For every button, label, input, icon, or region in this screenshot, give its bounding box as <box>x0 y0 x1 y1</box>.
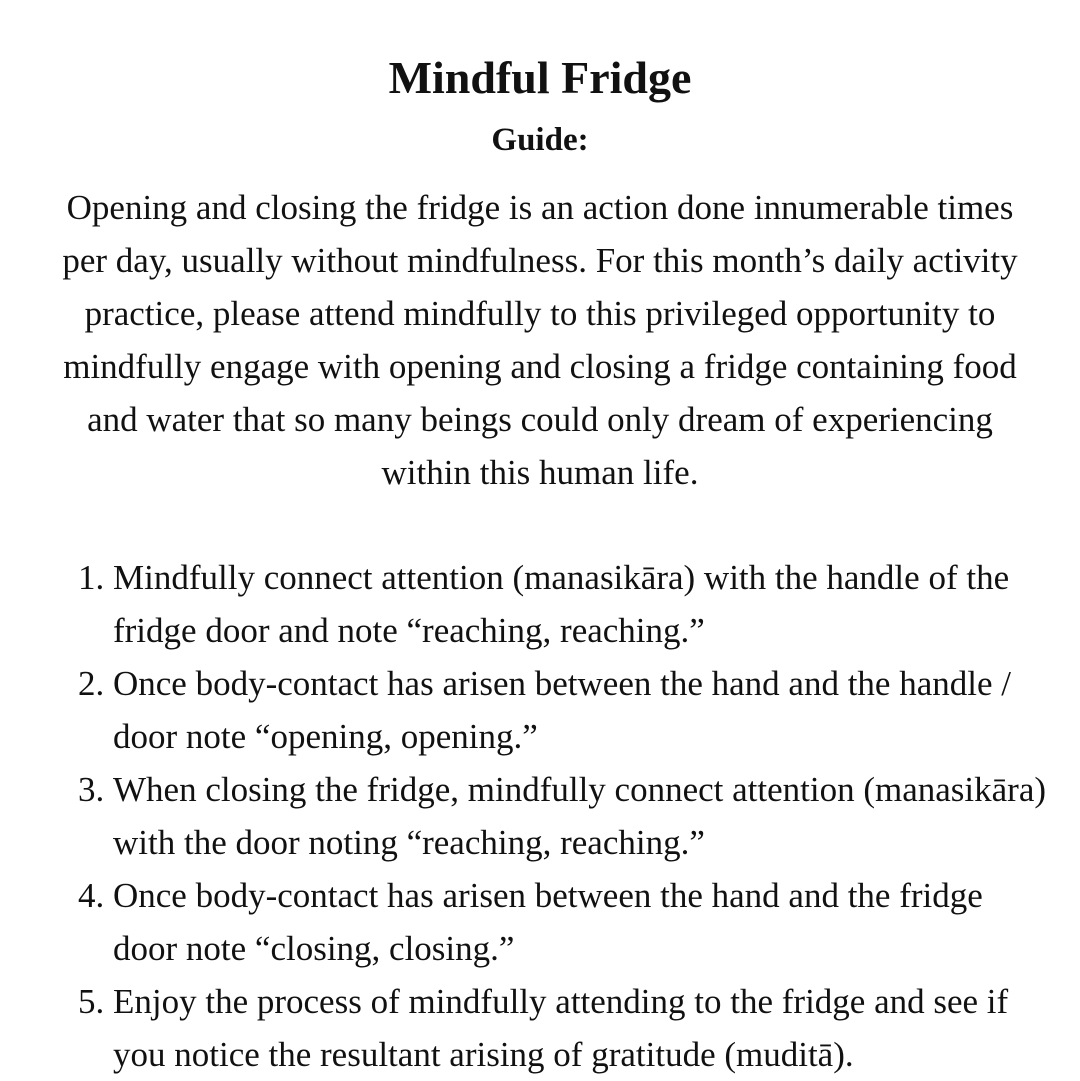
step-text: Enjoy the process of mindfully attending to the fridge and see if you notice the resultant arising of gratitude (muditā). <box>113 982 1009 1074</box>
intro-paragraph: Opening and closing the fridge is an action done innumerable times per day, usually without mindfulness. For this month’s daily activity practice, please attend mindfully to this privileged opportunity to mindfully engage with opening and closing a fridge containing food and water that so many beings could only dream of experiencing within this human life. <box>62 188 1018 492</box>
step-item-2 <box>0 657 1080 763</box>
step-item-5 <box>0 975 1080 1081</box>
page-title: Mindful Fridge <box>388 52 692 103</box>
step-item-1 <box>0 551 1080 657</box>
step-item-3 <box>0 763 1080 869</box>
step-text: Once body-contact has arisen between the hand and the handle / door note “opening, opening.” <box>113 664 1011 756</box>
step-number: 4. <box>78 876 105 915</box>
steps-list <box>0 551 1080 1081</box>
step-text: When closing the fridge, mindfully connect attention (manasikāra) with the door noting “reaching, reaching.” <box>113 770 1047 862</box>
step-text: Mindfully connect attention (manasikāra) with the handle of the fridge door and note “reaching, reaching.” <box>113 558 1010 650</box>
step-number: 2. <box>78 664 105 703</box>
guide-heading: Guide: <box>491 122 589 158</box>
step-item-4 <box>0 869 1080 975</box>
step-number: 1. <box>78 558 105 597</box>
step-number: 3. <box>78 770 105 809</box>
step-text: Once body-contact has arisen between the hand and the fridge door note “closing, closing.” <box>113 876 983 968</box>
step-number: 5. <box>78 982 105 1021</box>
